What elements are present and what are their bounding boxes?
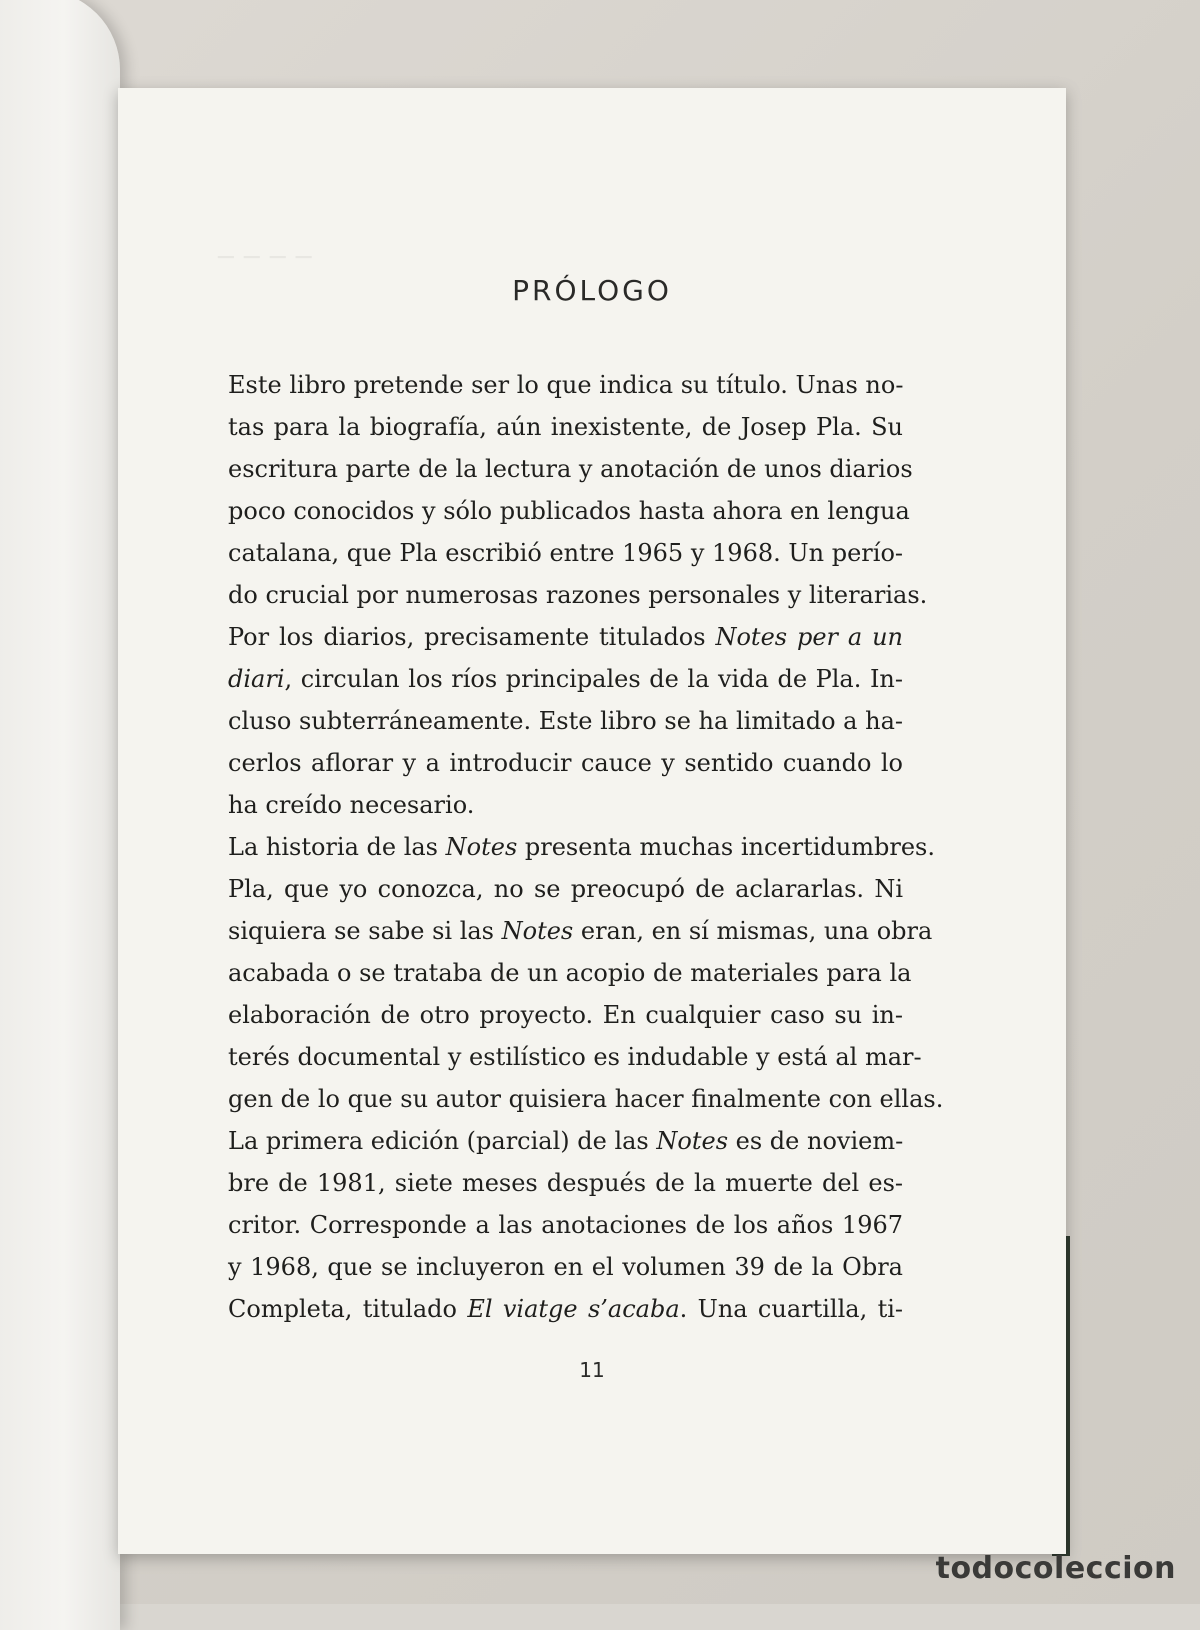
text-segment: escritura parte de la lectura y anotación de unos diarios xyxy=(228,455,913,483)
text-segment: tas para la biografía, aún inexistente, de Josep Pla. Su xyxy=(228,413,903,441)
watermark-logo: todocoleccion xyxy=(935,1551,1176,1586)
italic-text-segment: Notes xyxy=(445,833,518,861)
book-page xyxy=(118,88,1066,1554)
text-segment: eran, en sí mismas, una obra xyxy=(573,917,933,945)
text-segment: presenta muchas incertidumbres. xyxy=(517,833,935,861)
text-segment: gen de lo que su autor quisiera hacer finalmente con ellas. xyxy=(228,1085,944,1113)
text-line xyxy=(228,1162,903,1204)
text-line xyxy=(228,994,903,1036)
text-segment: acabada o se trataba de un acopio de materiales para la xyxy=(228,959,912,987)
text-line xyxy=(228,1120,903,1162)
text-segment: . Una cuartilla, ti- xyxy=(679,1295,903,1323)
text-segment: elaboración de otro proyecto. En cualquier caso su in- xyxy=(228,1001,903,1029)
text-segment: y 1968, que se incluyeron en el volumen 39 de la Obra xyxy=(228,1253,903,1281)
text-line xyxy=(228,700,903,742)
text-segment: siquiera se sabe si las xyxy=(228,917,502,945)
text-segment: Completa, titulado xyxy=(228,1295,468,1323)
text-line xyxy=(228,952,912,994)
text-line xyxy=(228,1036,922,1078)
italic-text-segment: Notes xyxy=(656,1127,729,1155)
text-line xyxy=(228,910,933,952)
text-segment: Pla, que yo conozca, no se preocupó de aclararlas. Ni xyxy=(228,875,903,903)
text-line xyxy=(228,406,903,448)
text-line xyxy=(228,868,903,910)
text-segment: ha creído necesario. xyxy=(228,791,475,819)
text-line xyxy=(228,742,903,784)
text-line xyxy=(228,616,903,658)
text-segment: La primera edición (parcial) de las xyxy=(228,1127,657,1155)
italic-text-segment: El viatge s’acaba xyxy=(467,1295,680,1323)
italic-text-segment: Notes per a un xyxy=(715,623,904,651)
text-line xyxy=(228,1078,944,1120)
text-line xyxy=(228,1246,903,1288)
text-line xyxy=(228,574,928,616)
text-line xyxy=(228,784,903,826)
text-line xyxy=(228,490,910,532)
text-segment: es de noviem- xyxy=(728,1127,904,1155)
page-title: PRÓLOGO xyxy=(512,274,672,307)
text-segment: poco conocidos y sólo publicados hasta ahora en lengua xyxy=(228,497,910,525)
italic-text-segment: Notes xyxy=(501,917,574,945)
text-segment: do crucial por numerosas razones personales y literarias. xyxy=(228,581,928,609)
text-segment: Este libro pretende ser lo que indica su título. Unas no- xyxy=(228,371,904,399)
italic-text-segment: diari xyxy=(228,665,285,693)
text-line xyxy=(228,448,913,490)
prologue-body xyxy=(228,364,944,1330)
text-line xyxy=(228,1288,903,1330)
text-segment: , circulan los ríos principales de la vida de Pla. In- xyxy=(284,665,903,693)
left-page-curl xyxy=(0,0,120,1630)
show-through-text: ─ ─ ─ ─ xyxy=(218,243,313,273)
text-line xyxy=(228,364,903,406)
text-line xyxy=(228,532,903,574)
text-segment: cerlos aflorar y a introducir cauce y sentido cuando lo xyxy=(228,749,903,777)
text-segment: cluso subterráneamente. Este libro se ha limitado a ha- xyxy=(228,707,903,735)
text-segment: bre de 1981, siete meses después de la muerte del es- xyxy=(228,1169,903,1197)
text-segment: catalana, que Pla escribió entre 1965 y 1968. Un perío- xyxy=(228,539,903,567)
page-number: 11 xyxy=(579,1358,605,1382)
text-line xyxy=(228,826,935,868)
text-line xyxy=(228,1204,903,1246)
text-segment: terés documental y estilístico es indudable y está al mar- xyxy=(228,1043,922,1071)
text-segment: Por los diarios, precisamente titulados xyxy=(228,623,716,651)
text-line xyxy=(228,658,903,700)
text-segment: La historia de las xyxy=(228,833,446,861)
text-segment: critor. Corresponde a las anotaciones de los años 1967 xyxy=(228,1211,903,1239)
